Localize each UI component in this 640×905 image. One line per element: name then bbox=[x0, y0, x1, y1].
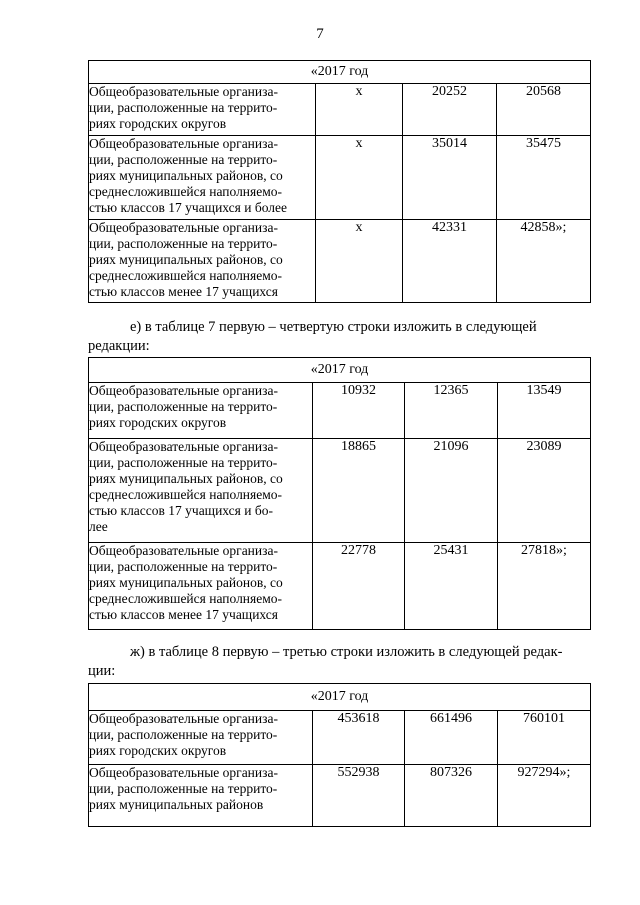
value-cell: 20568 bbox=[497, 84, 591, 136]
row-description: Общеобразовательные организа- ции, расположенные на террито- риях городских округов bbox=[89, 84, 316, 136]
value-cell: 42858»; bbox=[497, 220, 591, 303]
paragraph-table8 bbox=[88, 643, 596, 681]
table-header-row bbox=[89, 684, 591, 711]
row-description: Общеобразовательные организа- ции, расположенные на террито- риях городских округов bbox=[89, 711, 313, 765]
page-number: 7 bbox=[316, 26, 324, 42]
value-cell: 20252 bbox=[403, 84, 497, 136]
row-description: Общеобразовательные организа- ции, расположенные на террито- риях муниципальных районов, со среднесложившейся наполняемо- стью классов менее 17 учащихся bbox=[89, 220, 316, 303]
value-cell: 18865 bbox=[313, 439, 405, 543]
value-cell: 25431 bbox=[405, 543, 498, 630]
table-header: «2017 год bbox=[89, 61, 591, 84]
row-description: Общеобразовательные организа- ции, расположенные на террито- риях муниципальных районов, со среднесложившейся наполняемо- стью классов менее 17 учащихся bbox=[89, 543, 313, 630]
row-description: Общеобразовательные организа- ции, расположенные на террито- риях муниципальных районов, со среднесложившейся наполняемо- стью классов 17 учащихся и более bbox=[89, 136, 316, 220]
table-row bbox=[89, 220, 591, 303]
value-cell: 27818»; bbox=[498, 543, 591, 630]
value-cell: х bbox=[316, 84, 403, 136]
row-description: Общеобразовательные организа- ции, расположенные на террито- риях городских округов bbox=[89, 383, 313, 439]
paragraph-line: ж) в таблице 8 первую – третью строки изложить в следующей редак- bbox=[130, 644, 563, 660]
value-cell: 21096 bbox=[405, 439, 498, 543]
table-row bbox=[89, 439, 591, 543]
value-cell: 807326 bbox=[405, 765, 498, 827]
value-cell: 22778 bbox=[313, 543, 405, 630]
table-2017-third bbox=[88, 683, 591, 827]
table-header-row bbox=[89, 358, 591, 383]
table-row bbox=[89, 136, 591, 220]
value-cell: х bbox=[316, 220, 403, 303]
table-row bbox=[89, 765, 591, 827]
value-cell: 661496 bbox=[405, 711, 498, 765]
value-cell: 35475 bbox=[497, 136, 591, 220]
value-cell: 23089 bbox=[498, 439, 591, 543]
table-header: «2017 год bbox=[89, 358, 591, 383]
table-row bbox=[89, 84, 591, 136]
value-cell: 13549 bbox=[498, 383, 591, 439]
value-cell: 760101 bbox=[498, 711, 591, 765]
table-header: «2017 год bbox=[89, 684, 591, 711]
table-header-row bbox=[89, 61, 591, 84]
paragraph-line: редакции: bbox=[88, 338, 150, 354]
paragraph-line: ции: bbox=[88, 663, 116, 679]
row-description: Общеобразовательные организа- ции, расположенные на террито- риях муниципальных районов, со среднесложившейся наполняемо- стью классов 17 учащихся и бо- лее bbox=[89, 439, 313, 543]
paragraph-line: е) в таблице 7 первую – четвертую строки изложить в следующей bbox=[130, 319, 537, 335]
table-row bbox=[89, 383, 591, 439]
value-cell: 10932 bbox=[313, 383, 405, 439]
row-description: Общеобразовательные организа- ции, расположенные на террито- риях муниципальных районов bbox=[89, 765, 313, 827]
value-cell: 12365 bbox=[405, 383, 498, 439]
value-cell: 453618 bbox=[313, 711, 405, 765]
value-cell: 35014 bbox=[403, 136, 497, 220]
value-cell: х bbox=[316, 136, 403, 220]
value-cell: 552938 bbox=[313, 765, 405, 827]
paragraph-table7 bbox=[88, 318, 596, 356]
value-cell: 927294»; bbox=[498, 765, 591, 827]
table-2017-second bbox=[88, 357, 591, 630]
table-row bbox=[89, 711, 591, 765]
table-row bbox=[89, 543, 591, 630]
table-2017-first bbox=[88, 60, 591, 303]
value-cell: 42331 bbox=[403, 220, 497, 303]
